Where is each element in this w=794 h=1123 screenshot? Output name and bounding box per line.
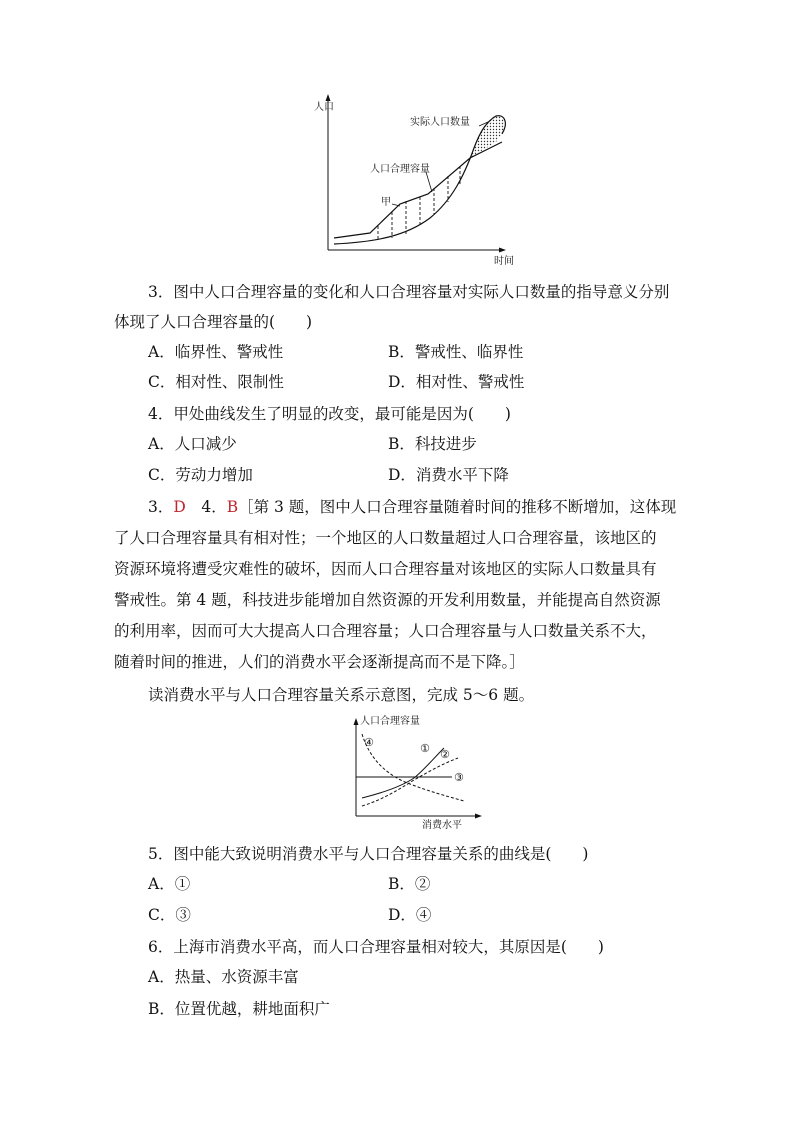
x-axis-label: 时间 [494,256,514,267]
q4-option-b: B．科技进步 [388,435,477,453]
q3-stem-line1: 3．图中人口合理容量的变化和人口合理容量对实际人口数量的指导意义分别 [148,283,670,301]
fig2-y-axis-label: 人口合理容量 [360,716,420,727]
q4-option-c: C．劳动力增加 [148,466,253,484]
q5-option-a: A．① [148,875,191,893]
fig2-x-axis-label: 消费水平 [422,820,462,831]
figure-population-capacity [306,92,516,268]
answer-text-1: ［第 3 题，图中人口合理容量随着时间的推移不断增加，这体现 [238,498,677,516]
q4-option-d: D．消费水平下降 [388,466,509,484]
capacity-leader-line [426,172,432,192]
actual-population-label: 实际人口数量 [410,117,470,128]
q5-stem: 5．图中能大致说明消费水平与人口合理容量关系的曲线是( ) [148,845,589,863]
curve-1 [362,748,444,798]
answer-line3: 资源环境将遭受灾难性的破坏，因而人口合理容量对该地区的实际人口数量具有 [114,560,657,578]
jia-label: 甲 [381,197,391,208]
intro-q5-6: 读消费水平与人口合理容量关系示意图，完成 5～6 题。 [148,686,535,704]
label-curve-2: ② [440,748,450,761]
fig2-x-axis-arrow [475,814,482,819]
answer-line5: 的利用率，因而可大大提高人口合理容量；人口合理容量与人口数量关系不大， [114,622,657,640]
q3-option-a: A．临界性、警戒性 [148,343,284,361]
answer-line4: 警戒性。第 4 题，科技进步能增加自然资源的开发利用数量，并能提高自然资源 [114,591,661,609]
fig2-y-axis-arrow [354,718,359,725]
label-curve-3: ③ [454,771,464,784]
answer-num4: 4． [201,498,227,516]
label-curve-4: ④ [364,736,374,749]
q3-option-b: B．警戒性、临界性 [388,343,524,361]
capacity-label: 人口合理容量 [370,164,430,175]
x-axis-arrow [499,248,506,253]
q4-option-a: A．人口减少 [148,435,237,453]
answer-line2: 了人口合理容量具有相对性；一个地区的人口数量超过人口合理容量，该地区的 [114,529,657,547]
answer-3-letter: D [173,498,186,516]
figure-consumption-capacity [340,714,490,832]
curve-4 [362,734,464,801]
y-axis-arrow [326,94,331,101]
y-axis-label: 人口 [314,102,334,113]
q4-stem: 4．甲处曲线发生了明显的改变，最可能是因为( ) [148,405,511,423]
q6-stem: 6．上海市消费水平高，而人口合理容量相对较大，其原因是( ) [148,938,604,956]
q3-stem-line2: 体现了人口合理容量的( ) [114,313,313,331]
q6-option-a: A．热量、水资源丰富 [148,968,299,986]
q3-option-d: D．相对性、警戒性 [388,373,525,391]
answer-4-letter: B [226,498,239,516]
q6-option-b: B．位置优越，耕地面积广 [148,1000,330,1018]
answer-line6: 随着时间的推进，人们的消费水平会逐渐提高而不是下降。］ [114,653,525,671]
q5-option-d: D．④ [388,906,432,924]
q5-option-c: C．③ [148,906,191,924]
answer-line1 [148,497,676,517]
curve-2 [362,758,458,806]
figure-2-svg [340,714,490,832]
figure-1-svg [306,92,516,268]
q3-option-c: C．相对性、限制性 [148,373,284,391]
q5-option-b: B．② [388,875,431,893]
answer-num3: 3． [148,498,174,516]
capacity-curve [334,142,502,238]
label-curve-1: ① [420,742,430,755]
